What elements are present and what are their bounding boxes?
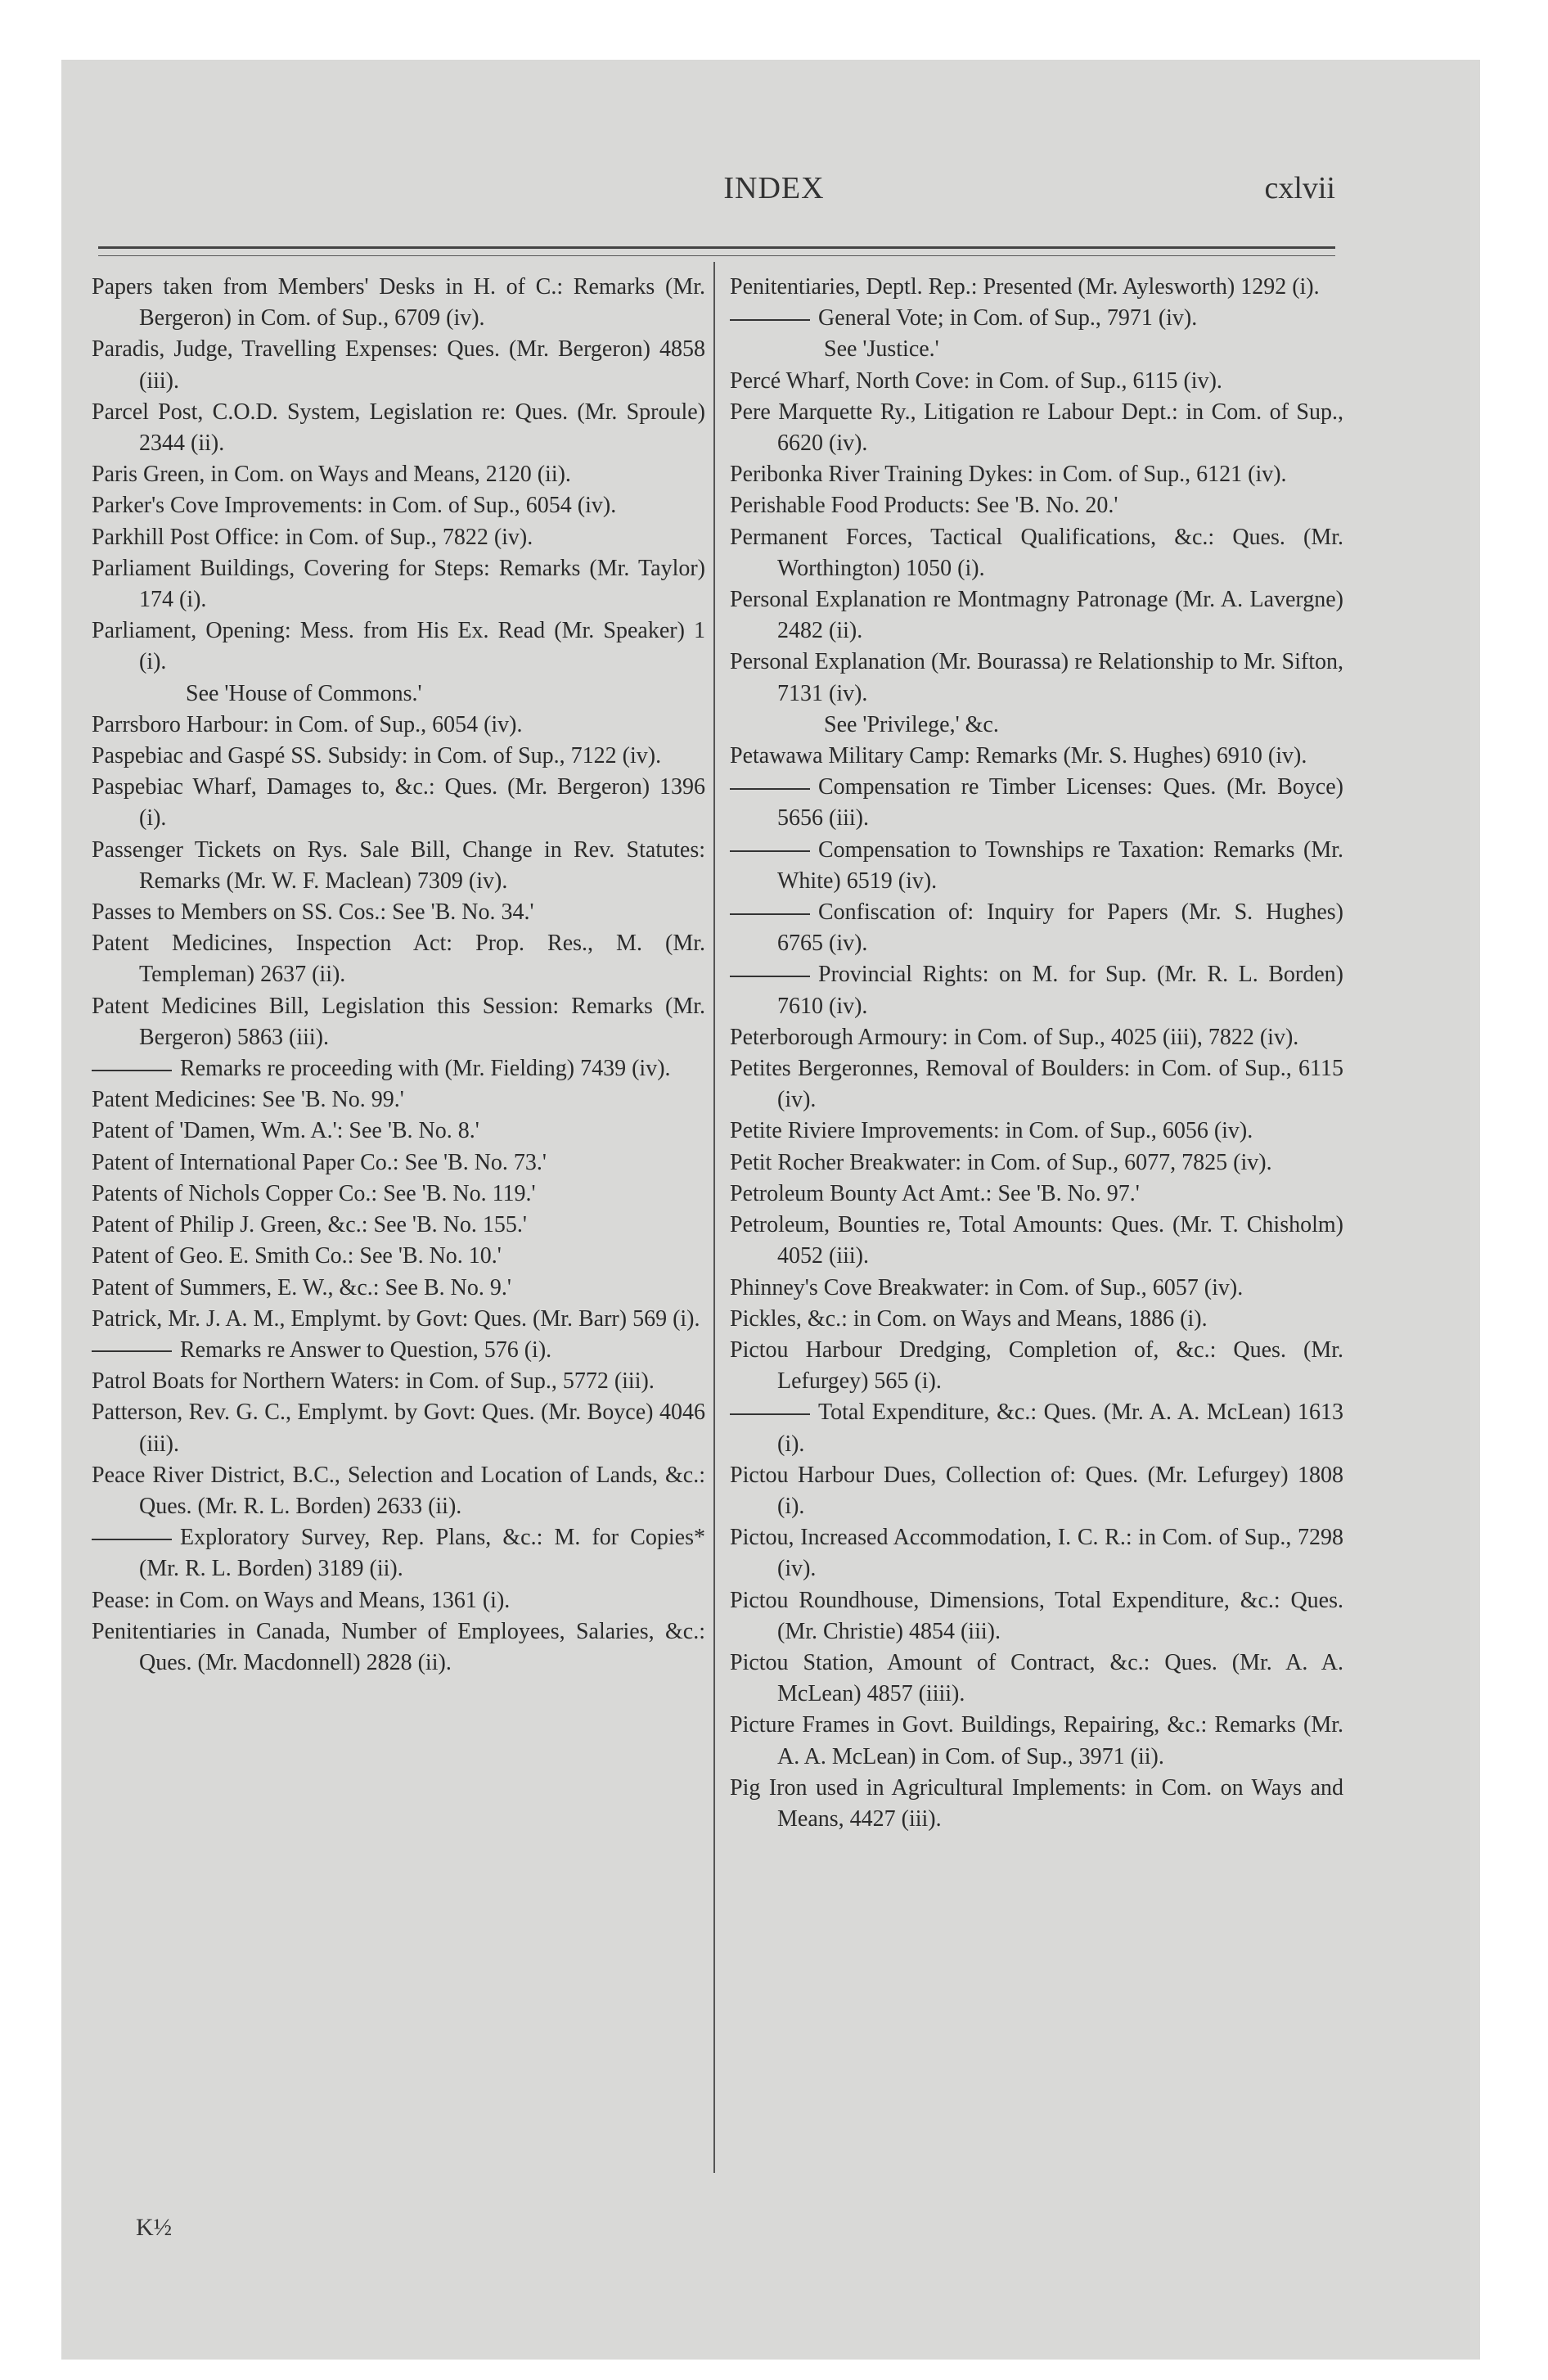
index-entry: Pictou Harbour Dues, Collection of: Ques. (Mr. Lefurgey) 1808 (i). [730, 1462, 1343, 1519]
index-entry: Pickles, &c.: in Com. on Ways and Means, 1886 (i). [730, 1305, 1208, 1332]
index-entry: Penitentiaries in Canada, Number of Employees, Salaries, &c.: Ques. (Mr. Macdonnell) 2828 (ii). [92, 1618, 705, 1675]
index-subentry: Remarks re proceeding with (Mr. Fielding) 7439 (iv). [92, 1053, 705, 1084]
signature-mark: K½ [136, 2214, 173, 2241]
index-entry: Patent of Geo. E. Smith Co.: See 'B. No. 10.' [92, 1243, 502, 1269]
column-divider [713, 262, 715, 2173]
index-entry: Passes to Members on SS. Cos.: See 'B. No. 34.' [92, 899, 534, 926]
index-entry: Passenger Tickets on Rys. Sale Bill, Change in Rev. Statutes: Remarks (Mr. W. F. Maclean) 7309 (iv). [92, 836, 705, 894]
index-subentry: Exploratory Survey, Rep. Plans, &c.: M. for Copies* (Mr. R. L. Borden) 3189 (ii). [92, 1522, 705, 1584]
index-entry: Paris Green, in Com. on Ways and Means, 2120 (ii). [92, 462, 571, 488]
index-entry: Picture Frames in Govt. Buildings, Repairing, &c.: Remarks (Mr. A. A. McLean) in Com. of Sup., 3971 (ii). [730, 1712, 1343, 1769]
index-subentry: Provincial Rights: on M. for Sup. (Mr. R. L. Borden) 7610 (iv). [730, 959, 1343, 1021]
index-entry: Patent of Philip J. Green, &c.: See 'B. No. 155.' [92, 1212, 527, 1238]
index-entry: Phinney's Cove Breakwater: in Com. of Sup., 6057 (iv). [730, 1274, 1244, 1300]
index-entry: Pease: in Com. on Ways and Means, 1361 (i). [92, 1587, 511, 1613]
index-entry: Parliament Buildings, Covering for Steps: Remarks (Mr. Taylor) 174 (i). [92, 555, 705, 613]
index-entry: Personal Explanation re Montmagny Patronage (Mr. A. Lavergne) 2482 (ii). [730, 587, 1343, 644]
index-entry: Paradis, Judge, Travelling Expenses: Ques. (Mr. Bergeron) 4858 (iii). [92, 336, 705, 394]
index-see-note: See 'Justice.' [824, 336, 939, 363]
index-entry: Permanent Forces, Tactical Qualifications, &c.: Ques. (Mr. Worthington) 1050 (i). [730, 524, 1343, 581]
index-subentry: Compensation re Timber Licenses: Ques. (Mr. Boyce) 5656 (iii). [730, 772, 1343, 834]
index-entry: Peribonka River Training Dykes: in Com. of Sup., 6121 (iv). [730, 462, 1287, 488]
index-entry: Petroleum, Bounties re, Total Amounts: Ques. (Mr. T. Chisholm) 4052 (iii). [730, 1212, 1343, 1269]
index-entry: Parrsboro Harbour: in Com. of Sup., 6054 (iv). [92, 711, 523, 737]
index-subentry: Total Expenditure, &c.: Ques. (Mr. A. A. McLean) 1613 (i). [730, 1397, 1343, 1459]
page-number: cxlvii [1264, 171, 1335, 205]
left-column [92, 272, 705, 1679]
index-subentry: General Vote; in Com. of Sup., 7971 (iv). [730, 303, 1343, 334]
index-entry: Personal Explanation (Mr. Bourassa) re Relationship to Mr. Sifton, 7131 (iv). [730, 649, 1343, 706]
header-rule-thin [98, 255, 1335, 256]
index-entry: Pere Marquette Ry., Litigation re Labour Dept.: in Com. of Sup., 6620 (iv). [730, 399, 1343, 457]
index-entry: Petroleum Bounty Act Amt.: See 'B. No. 97.' [730, 1180, 1140, 1206]
index-entry: Parker's Cove Improvements: in Com. of Sup., 6054 (iv). [92, 493, 617, 519]
index-entry: Parliament, Opening: Mess. from His Ex. Read (Mr. Speaker) 1 (i). [92, 618, 705, 675]
index-entry: Patent of Summers, E. W., &c.: See B. No. 9.' [92, 1274, 511, 1300]
index-entry: Patrol Boats for Northern Waters: in Com. of Sup., 5772 (iii). [92, 1368, 655, 1395]
index-entry: Petawawa Military Camp: Remarks (Mr. S. Hughes) 6910 (iv). [730, 743, 1307, 769]
index-entry: Pig Iron used in Agricultural Implements: in Com. on Ways and Means, 4427 (iii). [730, 1774, 1343, 1832]
index-entry: Parcel Post, C.O.D. System, Legislation re: Ques. (Mr. Sproule) 2344 (ii). [92, 399, 705, 457]
index-entry: Patterson, Rev. G. C., Emplymt. by Govt: Ques. (Mr. Boyce) 4046 (iii). [92, 1400, 705, 1457]
index-entry: Patent of 'Damen, Wm. A.': See 'B. No. 8.' [92, 1118, 479, 1144]
index-entry: Patents of Nichols Copper Co.: See 'B. No. 119.' [92, 1180, 536, 1206]
index-entry: Peterborough Armoury: in Com. of Sup., 4025 (iii), 7822 (iv). [730, 1024, 1299, 1050]
index-entry: Petites Bergeronnes, Removal of Boulders: in Com. of Sup., 6115 (iv). [730, 1056, 1343, 1113]
index-entry: Petit Rocher Breakwater: in Com. of Sup., 6077, 7825 (iv). [730, 1149, 1272, 1175]
index-entry: Patent Medicines Bill, Legislation this Session: Remarks (Mr. Bergeron) 5863 (iii). [92, 993, 705, 1050]
index-entry: Pictou Harbour Dredging, Completion of, &c.: Ques. (Mr. Lefurgey) 565 (i). [730, 1336, 1343, 1395]
index-entry: Perishable Food Products: See 'B. No. 20.' [730, 493, 1118, 519]
index-see-note: See 'Privilege,' &c. [824, 711, 999, 737]
index-entry: Papers taken from Members' Desks in H. of C.: Remarks (Mr. Bergeron) in Com. of Sup., 6709 (iv). [92, 274, 705, 331]
index-subentry: Remarks re Answer to Question, 576 (i). [92, 1335, 705, 1366]
index-entry: Percé Wharf, North Cove: in Com. of Sup., 6115 (iv). [730, 367, 1222, 394]
index-subentry: Compensation to Townships re Taxation: Remarks (Mr. White) 6519 (iv). [730, 835, 1343, 897]
index-entry: Pictou Roundhouse, Dimensions, Total Expenditure, &c.: Ques. (Mr. Christie) 4854 (iii). [730, 1587, 1343, 1644]
index-entry: Petite Riviere Improvements: in Com. of Sup., 6056 (iv). [730, 1118, 1253, 1144]
index-entry: Parkhill Post Office: in Com. of Sup., 7822 (iv). [92, 524, 533, 550]
index-see-note: See 'House of Commons.' [186, 680, 422, 706]
page-title: INDEX [723, 171, 825, 205]
index-entry: Patrick, Mr. J. A. M., Emplymt. by Govt: Ques. (Mr. Barr) 569 (i). [92, 1305, 700, 1332]
index-entry: Paspebiac Wharf, Damages to, &c.: Ques. (Mr. Bergeron) 1396 (i). [92, 774, 705, 832]
right-column [730, 272, 1343, 1835]
index-subentry: Confiscation of: Inquiry for Papers (Mr. S. Hughes) 6765 (iv). [730, 897, 1343, 959]
index-entry: Patent Medicines: See 'B. No. 99.' [92, 1087, 404, 1113]
index-entry: Pictou, Increased Accommodation, I. C. R.: in Com. of Sup., 7298 (iv). [730, 1525, 1343, 1582]
index-entry: Peace River District, B.C., Selection and Location of Lands, &c.: Ques. (Mr. R. L. Borden) 2633 (ii). [92, 1462, 705, 1519]
index-entry: Patent Medicines, Inspection Act: Prop. Res., M. (Mr. Templeman) 2637 (ii). [92, 931, 705, 988]
index-entry: Pictou Station, Amount of Contract, &c.: Ques. (Mr. A. A. McLean) 4857 (iiii). [730, 1649, 1343, 1707]
index-entry: Paspebiac and Gaspé SS. Subsidy: in Com. of Sup., 7122 (iv). [92, 743, 662, 769]
header-rule-thick [98, 246, 1335, 249]
index-entry: Patent of International Paper Co.: See 'B. No. 73.' [92, 1149, 547, 1175]
index-entry: Penitentiaries, Deptl. Rep.: Presented (Mr. Aylesworth) 1292 (i). [730, 274, 1320, 300]
